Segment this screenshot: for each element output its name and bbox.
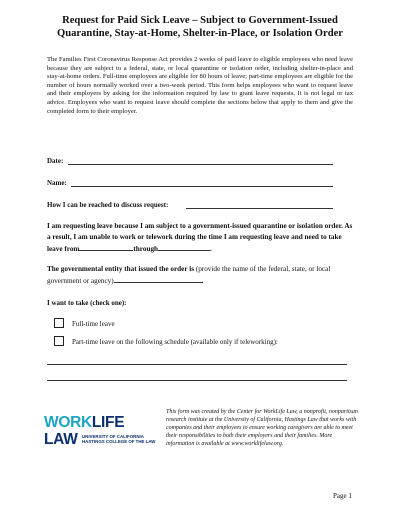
logo-law: LAW [44,431,78,448]
requesting-period: . [210,245,212,253]
date-label: Date: [47,157,64,165]
date-field[interactable] [68,164,333,165]
intro-paragraph: The Families First Coronavirus Response Act provides 2 weeks of paid leave to eligible employees who need leave because they are subject to a federal, state, or local quarantine or isolation order, including shelter-in-place and stay-at-home orders. Full-time employees are eligible for 80 hours of leave; part-time employees are eligible for the number of hours normally worked over a two-week period. This form helps employees who want to request leave and their employers by asking for the information required by law to grant leave requests. It is not legal or tax advice. Employees who want to request leave should complete the sections below that apply to them and give the completed form to their employer. [47,56,353,115]
name-field[interactable] [71,186,333,187]
logo-sub-line-2: HASTINGS COLLEGE OF THE LAW [82,439,156,445]
full-time-checkbox[interactable] [54,318,64,328]
leave-start-field[interactable] [79,243,133,251]
logo-life: LIFE [91,414,125,431]
logo-sub-line-1: UNIVERSITY OF CALIFORNIA [82,434,144,439]
contact-label: How I can be reached to discuss request: [47,201,169,209]
requesting-text: I am requesting leave because I am subject to a government-issued quarantine or isolation order. As a result, I am unable to work or telework during the time I am requesting leave and need to take leave from [47,222,353,253]
contact-field[interactable] [186,208,333,209]
entity-normal-text: (provide the name of the federal, state, or local government or agency) [47,265,331,285]
full-time-label: Full-time leave [72,320,115,328]
entity-paragraph [47,264,357,287]
entity-field[interactable] [114,275,202,283]
requesting-paragraph [47,221,357,255]
schedule-line-2[interactable] [47,380,347,381]
logo-work-text [44,414,124,432]
take-label: I want to take (check one): [47,299,127,307]
schedule-line-1[interactable] [47,364,347,365]
leave-end-field[interactable] [158,243,210,251]
through-text: through [133,245,159,253]
part-time-checkbox[interactable] [54,336,64,346]
footer-note: This form was created by the Center for WorkLife Law, a nonprofit, nonpartisan research institute at the University of California, Hastings Law that works with companies and their employees to ensure working caregivers are able to meet their responsibilities to both their employers and their families. More information is available at www.worklifelaw.org. [166,409,358,447]
name-label: Name: [47,179,67,187]
entity-bold-text: The governmental entity that issued the order is [47,265,195,273]
logo-work: WORK [44,414,92,431]
entity-period: . [201,277,204,285]
title-line-1: Request for Paid Sick Leave – Subject to Government-Issued [62,15,338,26]
title-line-2: Quarantine, Stay-at-Home, Shelter-in-Place, or Isolation Order [57,28,343,39]
worklife-law-logo [44,414,162,454]
page-number: Page 1 [333,492,352,500]
part-time-label: Part-time leave on the following schedule (available only if teleworking): [72,338,278,346]
logo-subtitle [82,434,155,445]
form-title [20,14,380,40]
